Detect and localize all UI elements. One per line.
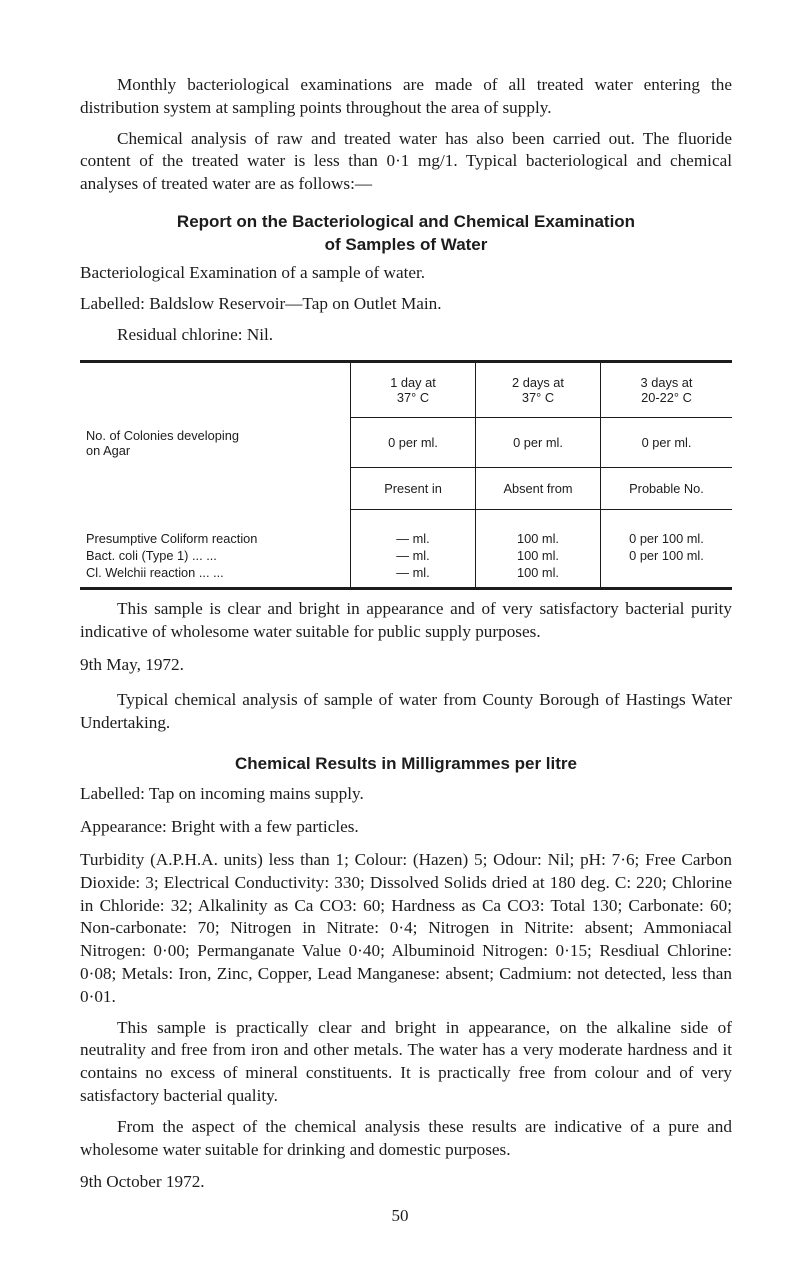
- subheader-absent-from: Absent from: [476, 468, 601, 510]
- header-1-day-line1: 1 day at: [390, 375, 436, 391]
- residual-chlorine-line: Residual chlorine: Nil.: [117, 324, 274, 344]
- row-value: — ml.: [351, 530, 476, 547]
- chemical-sample-label: Labelled: Tap on incoming mains supply.: [80, 784, 364, 804]
- row-value: 100 ml.: [476, 547, 601, 564]
- header-2-days-line1: 2 days at: [512, 375, 564, 391]
- row-value: — ml.: [351, 547, 476, 564]
- row-value: 100 ml.: [476, 530, 601, 547]
- row-label-bact-coli: Bact. coli (Type 1) ... ...: [86, 547, 217, 563]
- header-2-days-line2: 37° C: [521, 390, 555, 406]
- chemical-results-heading: Chemical Results in Milligrammes per litre: [234, 754, 577, 774]
- page-number: 50: [391, 1206, 409, 1225]
- row-label-cl-welchii: Cl. Welchii reaction ... ...: [86, 564, 224, 580]
- table-header-row: [80, 362, 732, 418]
- intro-paragraph-1: Monthly bacteriological examinations are made of all treated water entering the distribution system at sampling points throughout the area of supply.: [80, 75, 732, 117]
- sample-label-line: Labelled: Baldslow Reservoir—Tap on Outlet Main.: [80, 293, 442, 313]
- bacteriological-exam-line: Bacteriological Examination of a sample of water.: [80, 262, 426, 282]
- row-value: [601, 564, 733, 581]
- table-row: [80, 564, 732, 581]
- row-value: 0 per 100 ml.: [601, 547, 733, 564]
- table-subheader-row: [80, 468, 732, 510]
- colonies-value-2: 0 per ml.: [476, 418, 601, 468]
- chemical-conclusion-2: From the aspect of the chemical analysis these results are indicative of a pure and wholesome water suitable for drinking and domestic purposes.: [80, 1116, 732, 1159]
- colonies-label-line2: on Agar: [86, 442, 131, 458]
- colonies-label-line1: No. of Colonies developing: [86, 427, 239, 443]
- report-heading-line-2: of Samples of Water: [324, 234, 488, 254]
- table-header-empty: [80, 362, 351, 418]
- table-spacer-row: [80, 510, 732, 530]
- header-2-days: [476, 362, 601, 418]
- row-value: 100 ml.: [476, 564, 601, 581]
- row-label-presumptive-coliform: Presumptive Coliform reaction: [86, 530, 258, 546]
- row-value: 0 per 100 ml.: [601, 530, 733, 547]
- chemical-conclusion-1: This sample is practically clear and bright in appearance, on the alkaline side of neutrality and free from iron and other metals. The water has a very moderate hardness and it contains no excess of mineral constituents. It is practically free from colour and of very satisfactory bacterial quality.: [80, 1017, 732, 1105]
- row-value: — ml.: [351, 564, 476, 581]
- document-page: [80, 74, 732, 1194]
- bacteriological-conclusion: This sample is clear and bright in appearance and of very satisfactory bacterial purity indicative of wholesome water suitable for public supply purposes.: [80, 599, 732, 642]
- report-date-1: 9th May, 1972.: [80, 654, 184, 674]
- header-1-day: [351, 362, 476, 418]
- colonies-label: [80, 418, 351, 468]
- chemical-appearance: Appearance: Bright with a few particles.: [80, 817, 359, 837]
- report-date-2: 9th October 1972.: [80, 1172, 205, 1192]
- header-3-days-line2: 20-22° C: [641, 390, 692, 406]
- intro-paragraph-2: Chemical analysis of raw and treated water has also been carried out. The fluoride content of the treated water is less than 0·1 mg/1. Typical bacteriological and chemical analyses of treated water are as follows:—: [80, 128, 732, 194]
- table-spacer-row: [80, 581, 732, 589]
- header-1-day-line2: 37° C: [396, 390, 430, 406]
- chemical-analysis-intro: Typical chemical analysis of sample of water from County Borough of Hastings Water Undertaking.: [80, 689, 732, 732]
- table-row: [80, 547, 732, 564]
- table-row: [80, 530, 732, 547]
- colonies-value-3: 0 per ml.: [601, 418, 733, 468]
- chemical-results-text: Turbidity (A.P.H.A. units) less than 1; Colour: (Hazen) 5; Odour: Nil; pH: 7·6; Free Carbon Dioxide: 3; Electrical Conductivity: 330; Dissolved Solids dried at 180 deg. C: 220; Chlorine in Chloride: 32; Alkalinity as Ca CO3: 60; Hardness as Ca CO3: Total 130; Carbonate: 60; Non-carbonate: 70; Nitrogen in Nitrate: 0·4; Nitrogen in Nitrite: absent; Ammoniacal Nitrogen: 0·00; Permanganate Value 0·40; Albuminoid Nitrogen: 0·15; Resdiual Chlorine: 0·08; Metals: Iron, Zinc, Copper, Lead Manganese: absent; Cadmium: not detected, less than 0·01.: [80, 849, 732, 1006]
- subheader-probable-no: Probable No.: [601, 468, 733, 510]
- table-row: [80, 418, 732, 468]
- colonies-value-1: 0 per ml.: [351, 418, 476, 468]
- report-heading-line-1: Report on the Bacteriological and Chemical Examination: [176, 211, 636, 231]
- header-3-days-line1: 3 days at: [640, 375, 693, 391]
- bacteriological-results-table: [80, 360, 732, 590]
- subheader-present-in: Present in: [351, 468, 476, 510]
- header-3-days: [601, 362, 733, 418]
- subheader-empty: [80, 468, 351, 510]
